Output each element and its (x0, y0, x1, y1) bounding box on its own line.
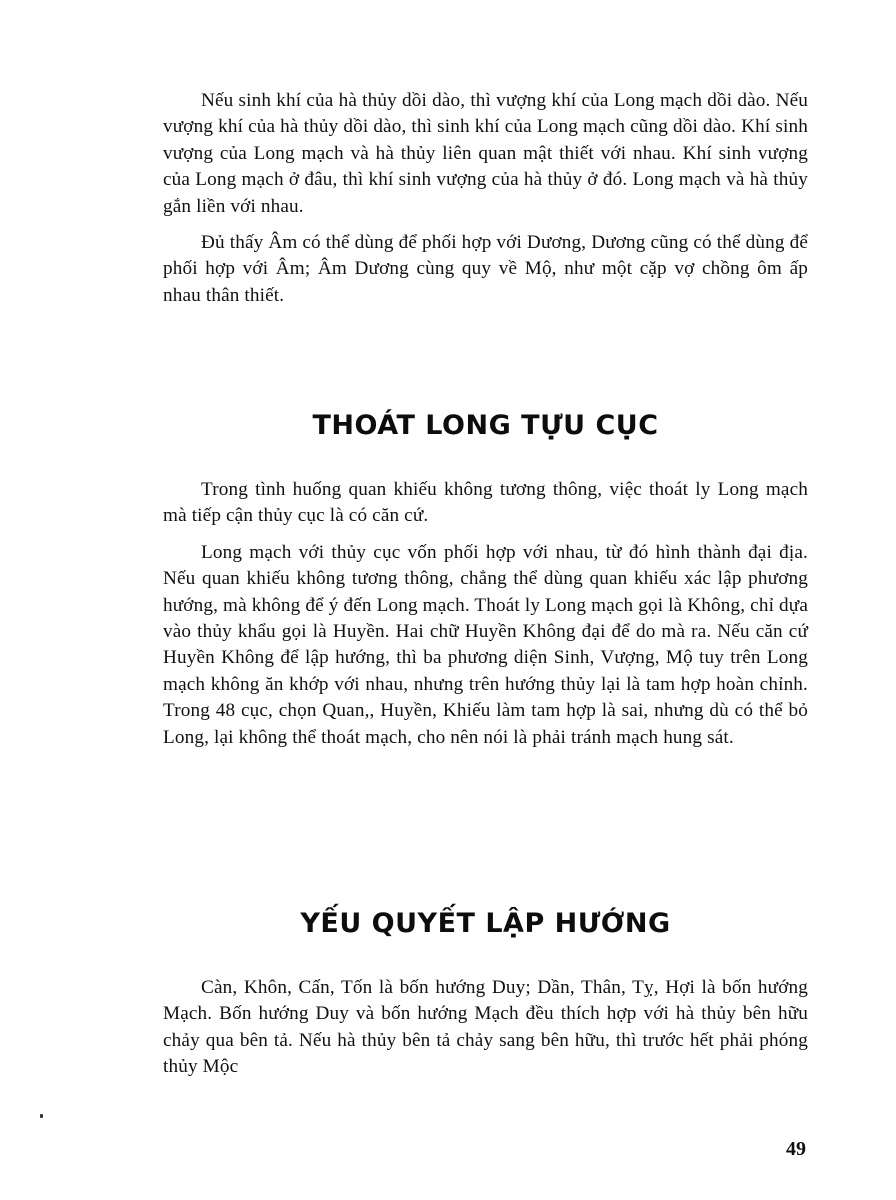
page-number: 49 (786, 1138, 806, 1160)
body-paragraph: Trong tình huống quan khiếu không tương thông, việc thoát ly Long mạch mà tiếp cận thủy cục là có căn cứ. (163, 479, 808, 527)
body-paragraph: Đủ thấy Âm có thể dùng để phối hợp với Dương, Dương cũng có thể dùng để phối hợp với Âm; Âm Dương cùng quy về Mộ, như một cặp vợ chồng ôm ấp nhau thân thiết. (163, 232, 808, 306)
section-yeu-quyet-lap-huong (163, 908, 808, 1081)
scan-speck-mark (40, 1114, 43, 1118)
intro-text-block (163, 88, 808, 309)
section-heading: YẾU QUYẾT LẬP HƯỚNG (300, 908, 671, 939)
body-paragraph: Càn, Khôn, Cấn, Tốn là bốn hướng Duy; Dần, Thân, Tỵ, Hợi là bốn hướng Mạch. Bốn hướng Duy và bốn hướng Mạch đều thích hợp với hà thủy bên hữu chảy qua bên tả. Nếu hà thủy bên tả chảy sang bên hữu, thì trước hết phải phóng thủy Mộc (163, 977, 808, 1078)
body-paragraph: Long mạch với thủy cục vốn phối hợp với nhau, từ đó hình thành đại địa. Nếu quan khiếu không tương thông, chẳng thể dùng quan khiếu xác lập phương hướng, mà không để ý đến Long mạch. Thoát ly Long mạch gọi là Không, chỉ dựa vào thủy khẩu gọi là Huyền. Hai chữ Huyền Không đại để do mà ra. Nếu căn cứ Huyền Không để lập hướng, thì ba phương diện Sinh, Vượng, Mộ tuy trên Long mạch không ăn khớp với nhau, nhưng trên hướng thủy lại là tam hợp hoàn chỉnh. Trong 48 cục, chọn Quan,, Huyền, Khiếu làm tam hợp là sai, nhưng dù có thể bỏ Long, lại không thể thoát mạch, cho nên nói là phải tránh mạch hung sát. (163, 541, 808, 748)
section-thoat-long-tuu-cuc (163, 410, 808, 751)
section-heading: THOÁT LONG TỰU CỤC (312, 410, 659, 441)
body-paragraph: Nếu sinh khí của hà thủy dồi dào, thì vượng khí của Long mạch dồi dào. Nếu vượng khí của hà thủy dồi dào, thì sinh khí của Long mạch cũng dồi dào. Khí sinh vượng của Long mạch và hà thủy liên quan mật thiết với nhau. Khí sinh vượng của Long mạch ở đâu, thì khí sinh vượng của hà thủy ở đó. Long mạch và hà thủy gắn liền với nhau. (163, 90, 808, 217)
